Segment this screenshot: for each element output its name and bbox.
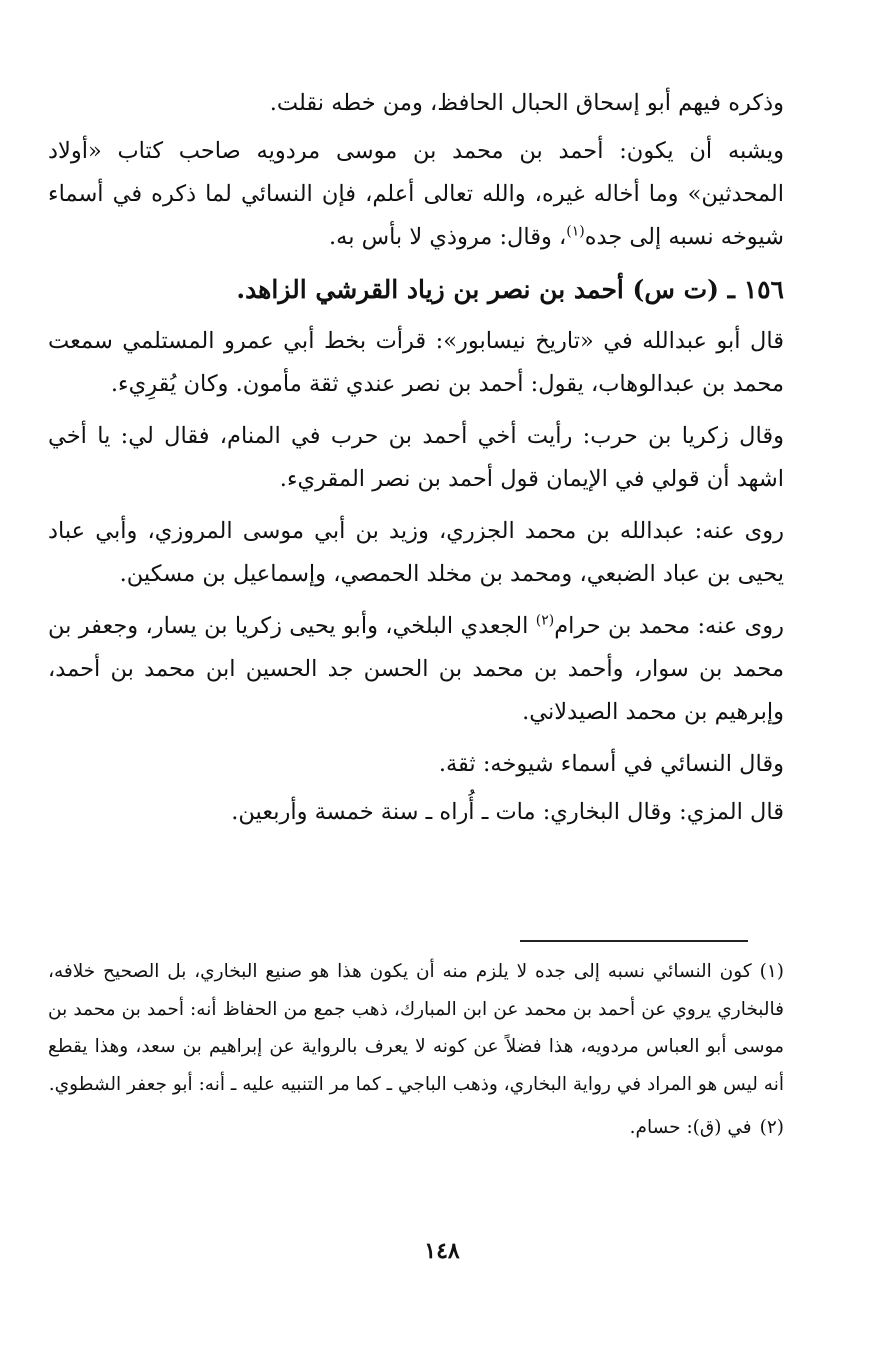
footnote-2: [48, 1109, 784, 1147]
paragraph-8: قال المزي: وقال البخاري: مات ـ أُراه ـ سنة خمسة وأربعين.: [231, 799, 784, 825]
footnote-1: [48, 953, 784, 1103]
paragraph-7: وقال النسائي في أسماء شيوخه: ثقة.: [438, 751, 784, 777]
paragraph-3: قال أبو عبدالله في «تاريخ نيسابور»: قرأت بخط أبي عمرو المستلمي سمعت محمد بن عبدالوهاب، يقول: أحمد بن نصر عندي ثقة مأمون. وكان يُقرِيء.: [48, 328, 784, 397]
page-number: ١٤٨: [424, 1238, 460, 1264]
paragraph-1: وذكره فيهم أبو إسحاق الحبال الحافظ، ومن خطه نقلت.: [269, 90, 784, 116]
paragraph-6: روى عنه: محمد بن حرام$^{(٢)}$ الجعدي البلخي، وأبو يحيى زكريا بن يسار، وجعفر بن محمد بن سوار، وأحمد بن محمد بن الحسن جد الحسين ابن محمد بن أحمد، وإبرهيم بن محمد الصيدلاني.: [48, 612, 784, 725]
footnote-number: (٢): [759, 1117, 784, 1138]
paragraph-2: ويشبه أن يكون: أحمد بن محمد بن موسى مردويه صاحب كتاب «أولاد المحدثين» وما أخاله غيره، والله تعالى أعلم، فإن النسائي لما ذكره في أسماء شيوخه نسبه إلى جده$^{(١)}$، وقال: مروذي لا بأس به.: [48, 138, 784, 250]
footnote-text: في (ق): حسام.: [629, 1117, 752, 1138]
footnote-ref-2[interactable]: (٢): [535, 612, 555, 629]
main-text: [48, 82, 784, 843]
footnote-text: كون النسائي نسبه إلى جده لا يلزم منه أن يكون هذا هو صنيع البخاري، بل الصحيح خلافه، فالبخاري يروي عن أحمد بن محمد عن ابن المبارك، ذهب جمع من الحفاظ أنه: أحمد بن محمد بن موسى أبو العباس مردويه، هذا فضلاً عن كونه لا يعرف بالرواية عن إبراهيم بن سعد، وهذا يقطع أنه ليس هو المراد في رواية البخاري، وذهب الباجي ـ كما مر التنبيه عليه ـ أنه: أبو جعفر الشطوي.: [48, 961, 784, 1095]
footnotes: [48, 953, 784, 1153]
footnote-number: (١): [759, 961, 784, 982]
paragraph-5: روى عنه: عبدالله بن محمد الجزري، وزيد بن أبي موسى المروزي، وأبي عباد يحيى بن عباد الضبعي، ومحمد بن مخلد الحمصي، وإسماعيل بن مسكين.: [48, 518, 784, 587]
footnote-divider: [520, 940, 748, 942]
footnote-ref-1[interactable]: (١): [566, 223, 585, 240]
entry-heading: ١٥٦ ـ (ت س) أحمد بن نصر بن زياد القرشي الزاهد.: [236, 275, 784, 304]
paragraph-4: وقال زكريا بن حرب: رأيت أخي أحمد بن حرب في المنام، فقال لي: يا أخي اشهد أن قولي في الإيمان قول أحمد بن نصر المقريء.: [48, 423, 784, 492]
